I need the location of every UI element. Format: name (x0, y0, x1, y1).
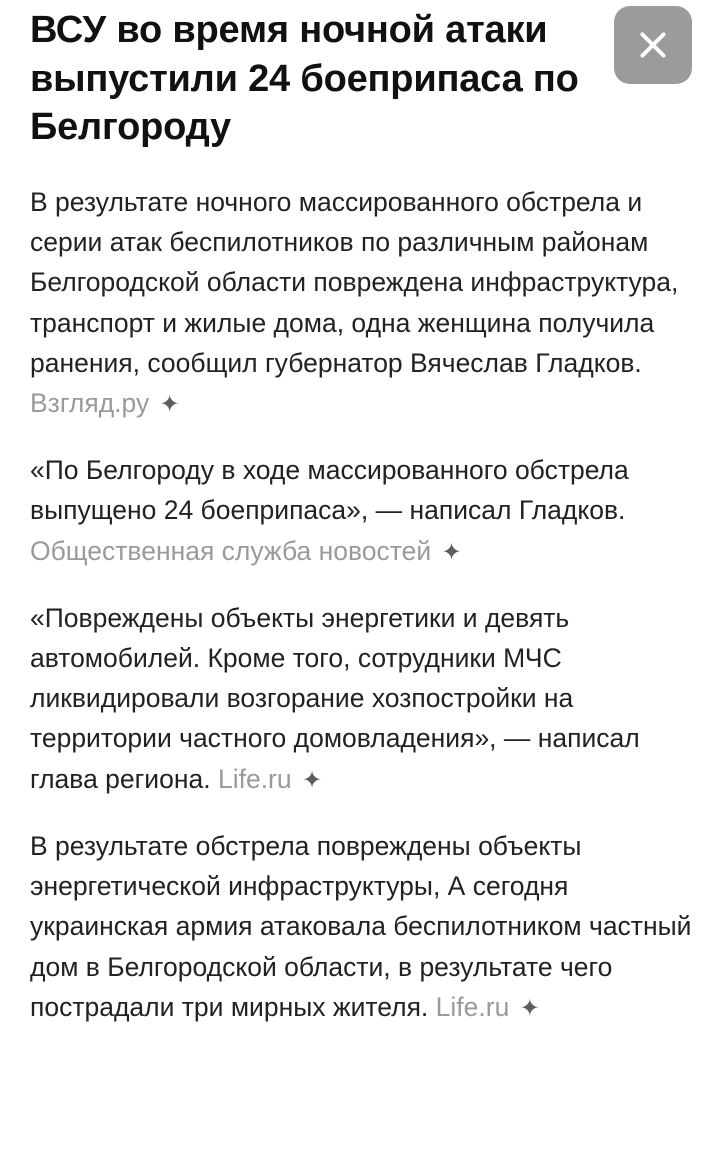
paragraph-source[interactable]: Life.ru (217, 763, 292, 794)
sparkle-icon: ✦ (441, 538, 462, 566)
paragraph-text: «Повреждены объекты энергетики и девять автомобилей. Кроме того, сотрудники МЧС ликвидировали возгорание хозпостройки на территории частного домовладения», — написал глава региона. (30, 602, 640, 794)
article-paragraph (30, 598, 692, 800)
sparkle-icon: ✦ (159, 391, 180, 419)
article-paragraph (30, 450, 692, 571)
sparkle-icon: ✦ (302, 766, 323, 794)
sparkle-icon: ✦ (519, 994, 540, 1022)
article-paragraph (30, 182, 692, 424)
paragraph-text: В результате ночного массированного обстрела и серии атак беспилотников по различным районам Белгородской области повреждена инфраструктура, транспорт и жилые дома, одна женщина получила ранения, сообщил губернатор Вячеслав Гладков. (30, 186, 679, 378)
paragraph-source[interactable]: Взгляд.ру (30, 388, 150, 419)
close-icon (636, 28, 670, 62)
article-header (30, 0, 692, 152)
paragraph-text: В результате обстрела повреждены объекты энергетической инфраструктуры, А сегодня украинская армия атаковала беспилотником частный дом в Белгородской области, в результате чего пострадали три мирных жителя. (30, 830, 692, 1022)
page-title: ВСУ во время ночной атаки выпустили 24 боеприпаса по Белгороду (30, 9, 579, 149)
paragraph-source[interactable]: Life.ru (435, 991, 510, 1022)
close-button[interactable] (614, 6, 692, 84)
article-paragraph (30, 826, 692, 1028)
paragraph-text: «По Белгороду в ходе массированного обстрела выпущено 24 боеприпаса», — написал Гладков. (30, 455, 629, 526)
paragraph-source[interactable]: Общественная служба новостей (30, 535, 432, 566)
